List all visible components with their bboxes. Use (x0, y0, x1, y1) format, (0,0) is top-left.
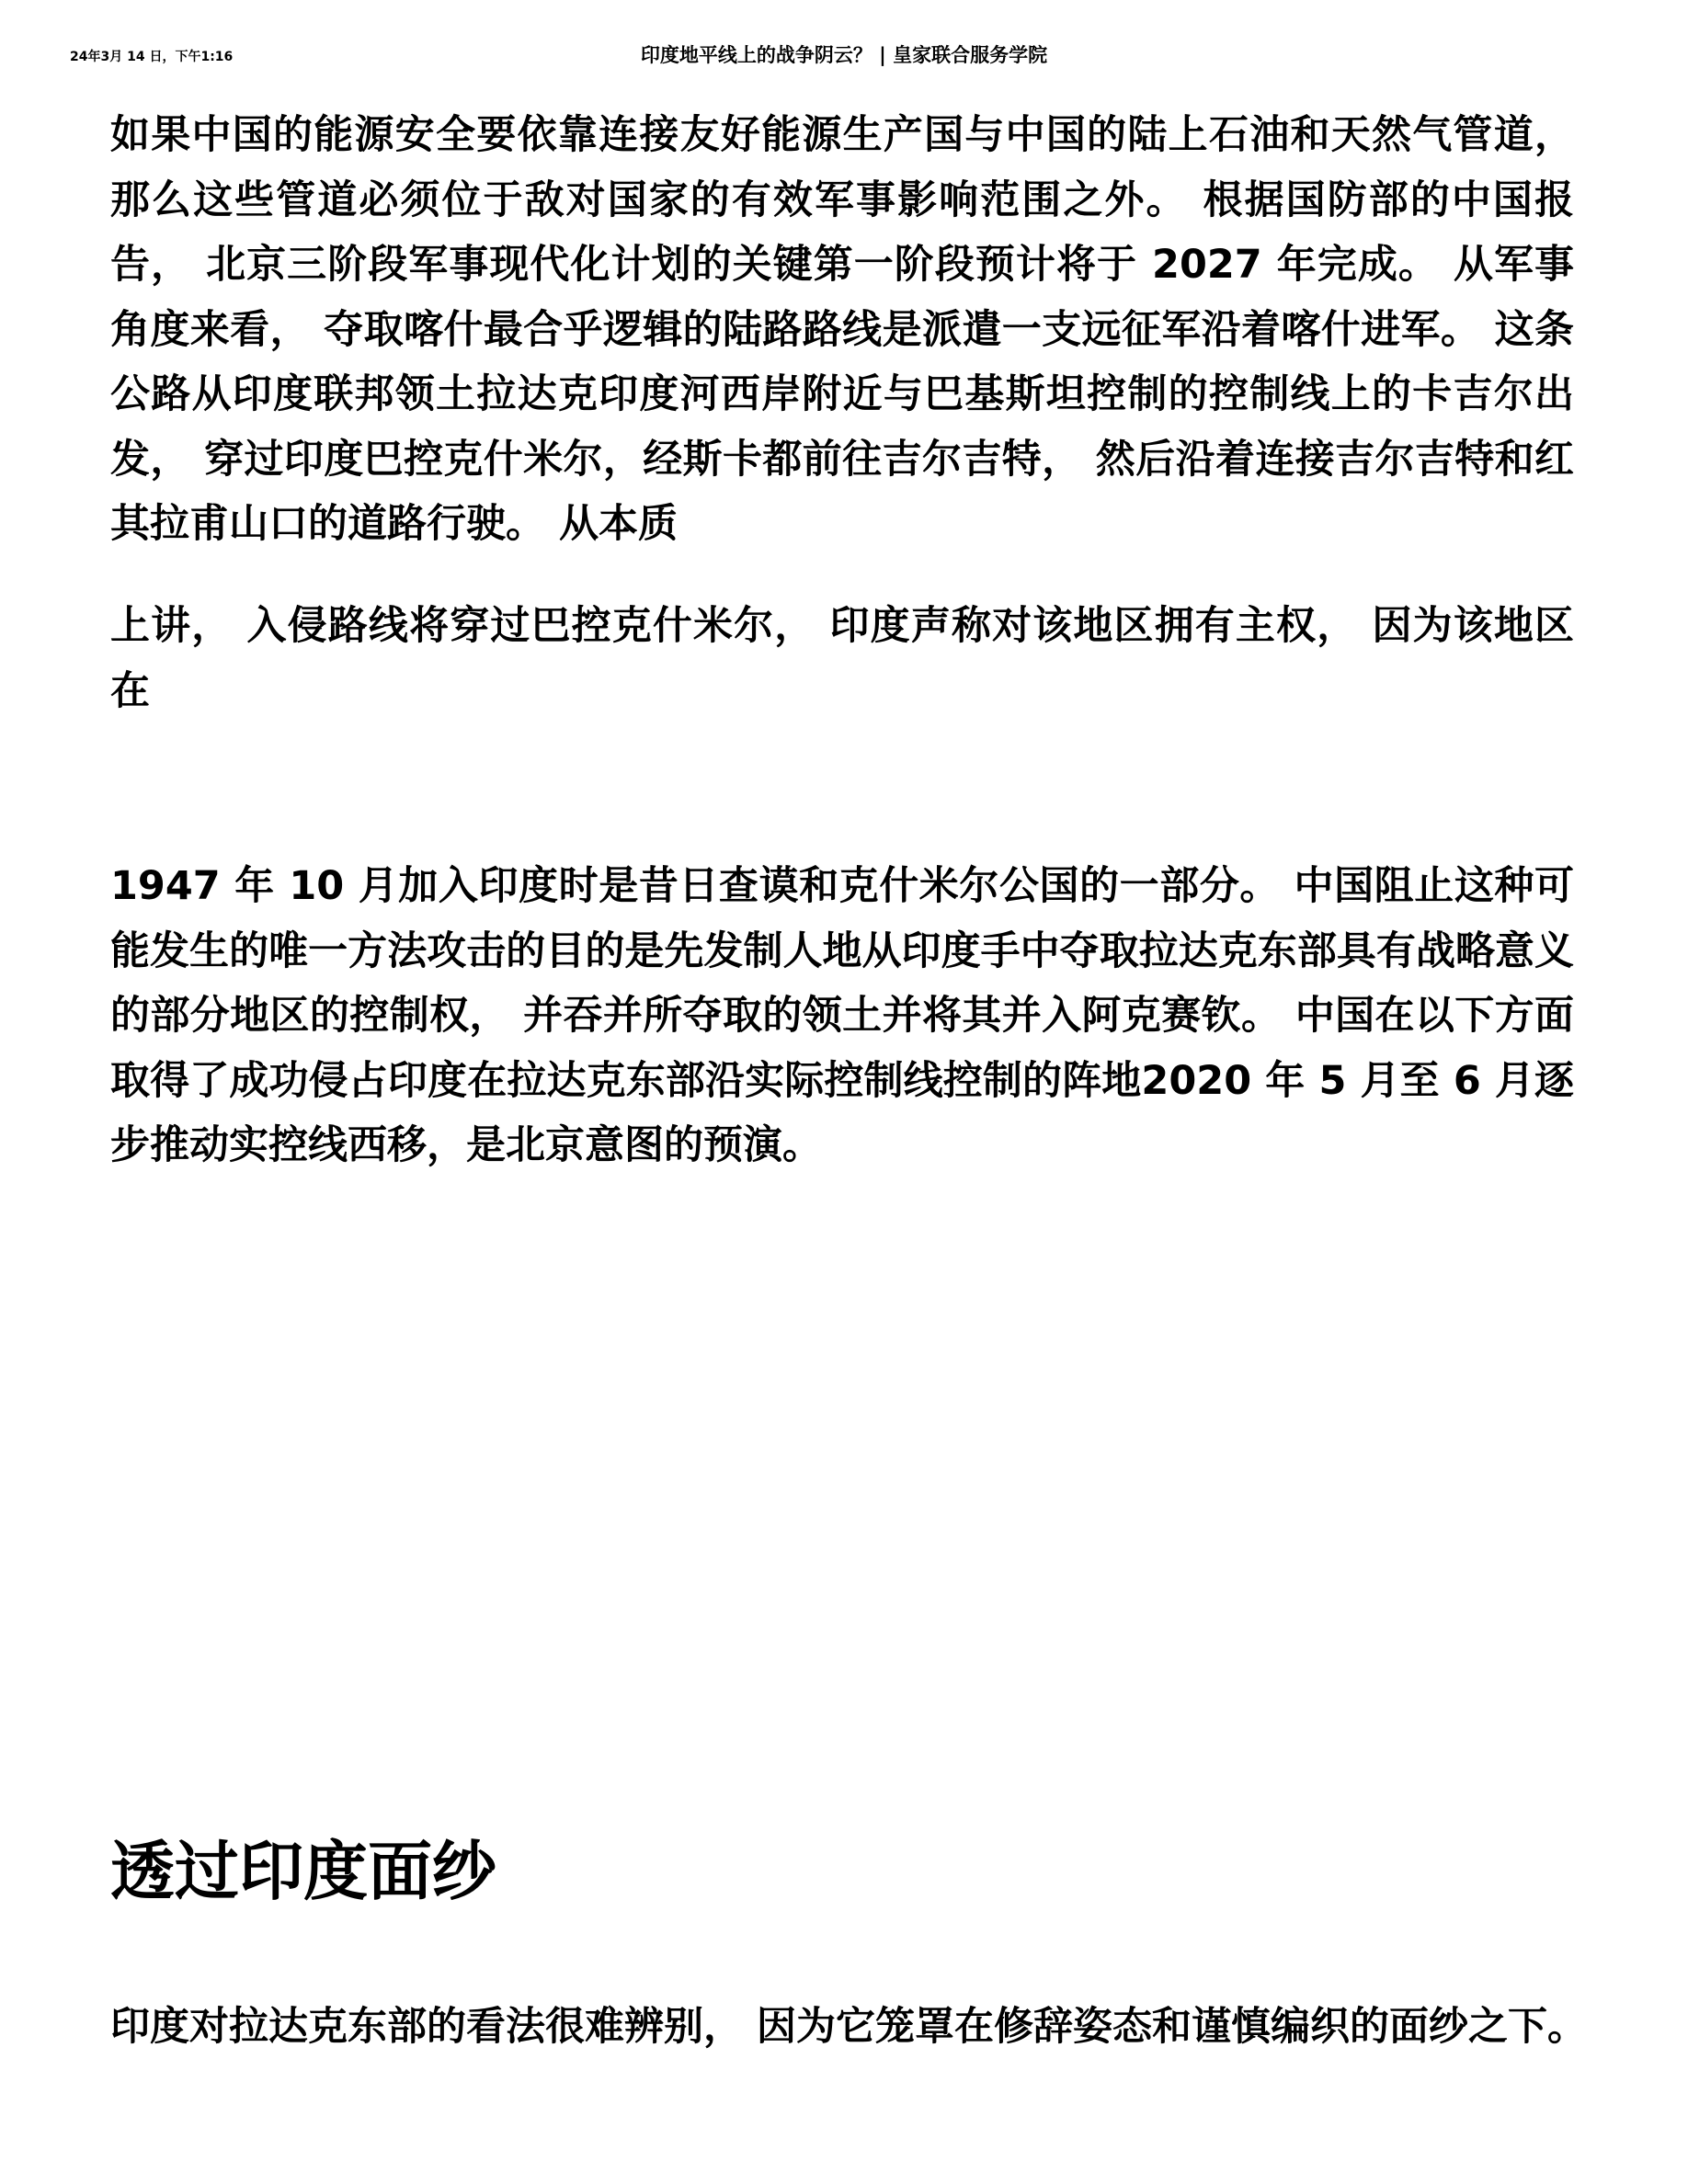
print-date: 24年3月 14 日，下午1:16 (70, 50, 234, 64)
page-header (0, 0, 1688, 66)
section-heading: 透过印度面纱 (110, 1834, 496, 1909)
document-title: 印度地平线上的战争阴云？ | 皇家联合服务学院 (640, 44, 1048, 66)
body-paragraph-4: 印度对拉达克东部的看法很难辨别， 因为它笼罩在修辞姿态和谨慎编织的面纱之下。 (110, 2004, 1587, 2050)
body-paragraph-1: 如果中国的能源安全要依靠连接友好能源生产国与中国的陆上石油和天然气管道， 那么这些管道必须位于敌对国家的有效军事影响范围之外。 根据国防部的中国报告， 北京三阶段军事现代化计划的关键第一阶段预计将于 2027 年完成。 从军事角度来看， 夺取喀什最合乎逻辑的陆路路线是派遣一支远征军沿着喀什进军。 这条公路从印度联邦领土拉达克印度河西岸附近与巴基斯坦控制的控制线上的卡吉尔出发， 穿过印度巴控克什米尔，经斯卡都前往吉尔吉特， 然后沿着连接吉尔吉特和红其拉甫山口的道路行驶。 从本质 (110, 112, 1574, 547)
body-paragraph-3: 1947 年 10 月加入印度时是昔日查谟和克什米尔公国的一部分。 中国阻止这种可能发生的唯一方法攻击的目的是先发制人地从印度手中夺取拉达克东部具有战略意义的部分地区的控制权， 并吞并所夺取的领土并将其并入阿克赛钦。 中国在以下方面取得了成功侵占印度在拉达克东部沿实际控制线控制的阵地2020 年 5 月至 6 月逐步推动实控线西移，是北京意图的预演。 (110, 863, 1574, 1168)
body-paragraph-2: 上讲， 入侵路线将穿过巴控克什米尔， 印度声称对该地区拥有主权， 因为该地区在 (110, 603, 1574, 714)
